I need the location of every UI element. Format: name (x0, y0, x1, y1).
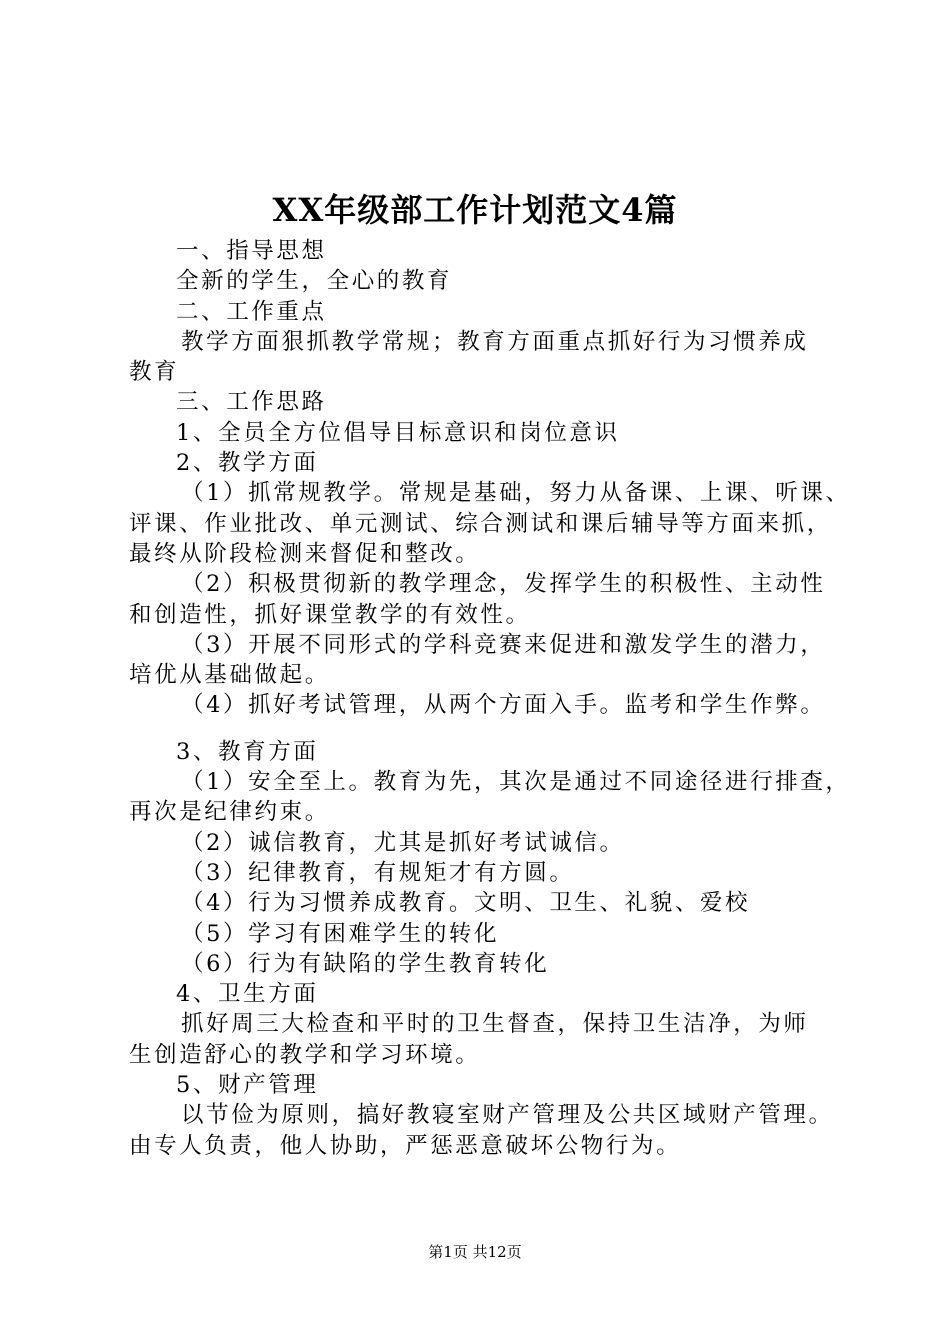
paragraph-line: 以节俭为原则，搞好教寝室财产管理及公共区域财产管理。 (181, 1102, 834, 1129)
paragraph-line: 再次是纪律约束。 (129, 799, 330, 826)
list-item: （2）积极贯彻新的教学理念，发挥学生的积极性、主动性 (181, 571, 826, 598)
list-item: 1、全员全方位倡导目标意识和岗位意识 (176, 419, 620, 446)
paragraph-line: 全新的学生，全心的教育 (176, 268, 453, 295)
paragraph-line: 和创造性，抓好课堂教学的有效性。 (129, 601, 531, 628)
subsection-heading-teaching: 2、教学方面 (176, 450, 319, 477)
page-number-footer: 第1页 共12页 (428, 1243, 522, 1261)
subsection-heading-education: 3、教育方面 (176, 738, 319, 765)
paragraph-line: 教学方面狠抓教学常规；教育方面重点抓好行为习惯养成 (181, 328, 809, 355)
paragraph-line: 由专人负责，他人协助，严惩恶意破坏公物行为。 (129, 1132, 682, 1159)
document-title: XX年级部工作计划范文4篇 (272, 191, 678, 229)
paragraph-line: 最终从阶段检测来督促和整改。 (129, 540, 481, 567)
list-item: （4）行为习惯养成教育。文明、卫生、礼貌、爱校 (181, 890, 751, 917)
list-item: （4）抓好考试管理，从两个方面入手。监考和学生作弊。 (181, 692, 826, 719)
list-item: （6）行为有缺陷的学生教育转化 (181, 950, 550, 977)
paragraph-line: 生创造舒心的教学和学习环境。 (129, 1041, 481, 1068)
paragraph-line: 教育 (129, 359, 180, 386)
subsection-heading-hygiene: 4、卫生方面 (176, 981, 319, 1008)
subsection-heading-property: 5、财产管理 (176, 1072, 319, 1099)
list-item: （3）开展不同形式的学科竞赛来促进和激发学生的潜力， (181, 631, 826, 658)
section-heading-work-focus: 二、工作重点 (176, 298, 327, 325)
list-item: （1）抓常规教学。常规是基础，努力从备课、上课、听课、 (181, 480, 851, 507)
paragraph-line: 评课、作业批改、单元测试、综合测试和课后辅导等方面来抓， (129, 510, 832, 537)
paragraph-line: 抓好周三大检查和平时的卫生督查，保持卫生洁净，为师 (181, 1011, 809, 1038)
list-item: （3）纪律教育，有规矩才有方圆。 (181, 859, 575, 886)
list-item: （5）学习有困难学生的转化 (181, 920, 500, 947)
section-heading-guiding-ideology: 一、指导思想 (176, 238, 327, 264)
list-item: （1）安全至上。教育为先，其次是通过不同途径进行排查， (181, 769, 851, 796)
list-item: （2）诚信教育，尤其是抓好考试诚信。 (181, 829, 625, 856)
blank-spacer (129, 721, 841, 737)
section-heading-work-approach: 三、工作思路 (176, 389, 327, 416)
paragraph-line: 培优从基础做起。 (129, 662, 330, 689)
document-body (129, 236, 851, 1161)
